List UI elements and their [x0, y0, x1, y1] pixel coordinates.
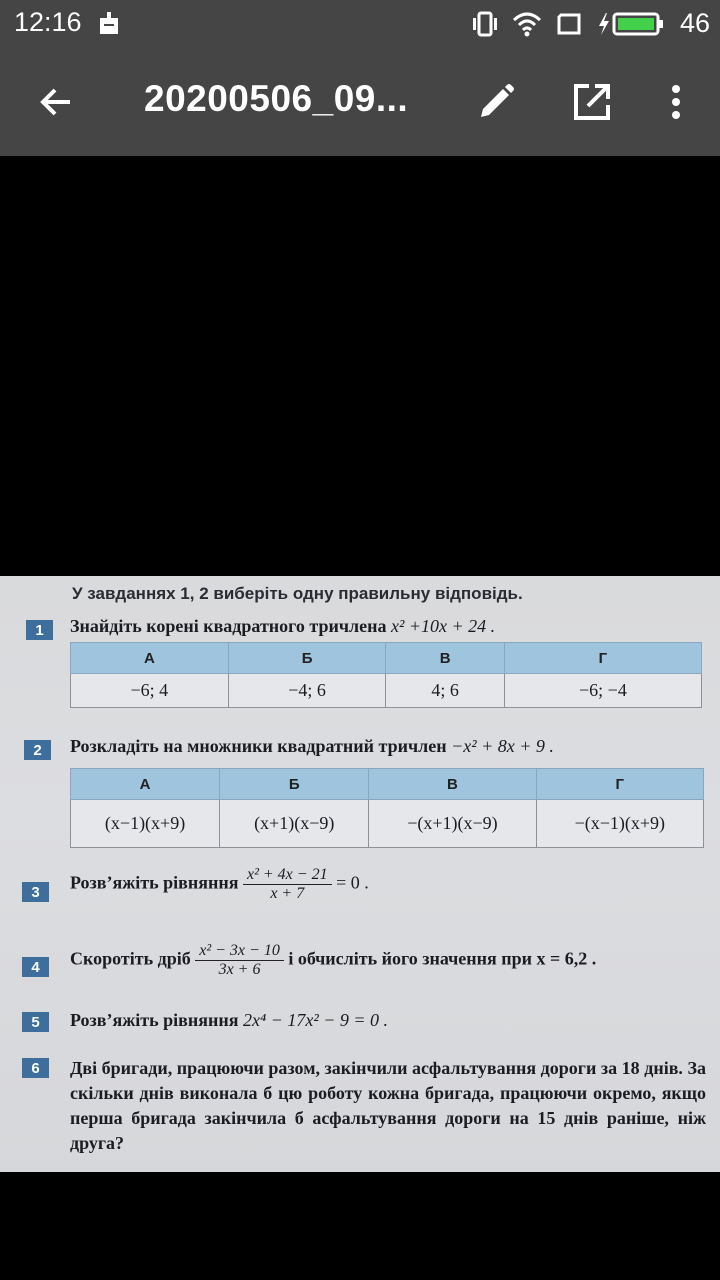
answer-cell: −6; 4 [71, 674, 229, 708]
answers-table-2 [70, 768, 704, 848]
task-6: Дві бригади, працюючи разом, закінчили асфальтування дороги за 18 днів. За скільки днів виконала б цю роботу кожна бригада, працюючи окремо, якщо перша бригада закінчила б асфальтування дороги на 15 днів раніше, ніж друга? [70, 1058, 706, 1153]
pencil-icon [476, 82, 516, 122]
answer-header: Г [504, 643, 701, 674]
fraction [243, 866, 332, 903]
answer-cell: (x+1)(x−9) [220, 800, 369, 848]
status-time: 12:16 [14, 7, 82, 37]
task-1 [70, 616, 495, 637]
fraction [195, 942, 284, 979]
task-text: Розв’яжіть рівняння [70, 1010, 239, 1030]
answer-cell: −(x+1)(x−9) [369, 800, 536, 848]
task-number: 2 [24, 740, 51, 760]
document-photo [0, 576, 720, 1172]
task-tail: = 0 . [336, 872, 369, 893]
task-text: Розв’яжіть рівняння [70, 872, 239, 893]
answer-header: А [71, 769, 220, 800]
status-bar [0, 0, 720, 48]
task-text: Розкладіть на множники квадратний тричлен [70, 736, 447, 756]
fraction-denominator: 3x + 6 [218, 961, 261, 978]
open-external-icon [572, 82, 612, 122]
back-arrow-icon [36, 82, 76, 122]
signal-outline-icon [556, 12, 582, 36]
answer-cell: (x−1)(x+9) [71, 800, 220, 848]
edit-button[interactable] [470, 76, 522, 128]
task-text: Знайдіть корені квадратного тричлена [70, 616, 387, 636]
task-number: 1 [26, 620, 53, 640]
fraction-numerator: x² − 3x − 10 [195, 942, 284, 961]
answer-header: Г [536, 769, 703, 800]
answer-header: В [369, 769, 536, 800]
answer-cell: 4; 6 [386, 674, 504, 708]
task-text: Скоротіть дріб [70, 948, 191, 969]
answer-header: А [71, 643, 229, 674]
task-expression: −x² + 8x + 9 . [451, 736, 554, 756]
answer-cell: −6; −4 [504, 674, 701, 708]
answers-table-1 [70, 642, 702, 708]
answer-header: Б [220, 769, 369, 800]
task-4 [70, 942, 596, 979]
more-options-button[interactable] [650, 76, 702, 128]
fraction-numerator: x² + 4x − 21 [243, 866, 332, 885]
fraction-denominator: x + 7 [270, 885, 305, 902]
status-icons [472, 8, 710, 39]
task-number: 4 [22, 957, 49, 977]
battery-icon [596, 10, 664, 38]
task-5 [70, 1010, 388, 1031]
answer-header: Б [228, 643, 386, 674]
task-number: 6 [22, 1058, 49, 1078]
vibrate-icon [472, 10, 498, 38]
task-2 [70, 736, 554, 757]
back-button[interactable] [30, 76, 82, 128]
more-vert-icon [670, 84, 682, 120]
task-tail: і обчисліть його значення при x = 6,2 . [288, 948, 597, 969]
image-viewer[interactable] [0, 156, 720, 1280]
battery-level: 46 [679, 8, 710, 38]
notification-icon [98, 12, 120, 36]
answer-cell: −(x−1)(x+9) [536, 800, 703, 848]
open-external-button[interactable] [566, 76, 618, 128]
task-expression: 2x⁴ − 17x² − 9 = 0 . [242, 1010, 389, 1030]
intro-text: У завданнях 1, 2 виберіть одну правильну відповідь. [72, 584, 523, 603]
task-number: 3 [22, 882, 49, 902]
answer-header: В [386, 643, 504, 674]
task-number: 5 [22, 1012, 49, 1032]
app-bar [0, 48, 720, 156]
document-title: 20200506_09... [144, 78, 409, 119]
task-expression: x² +10x + 24 . [390, 616, 496, 636]
answer-cell: −4; 6 [228, 674, 386, 708]
task-3 [70, 866, 369, 903]
wifi-icon [512, 11, 542, 37]
